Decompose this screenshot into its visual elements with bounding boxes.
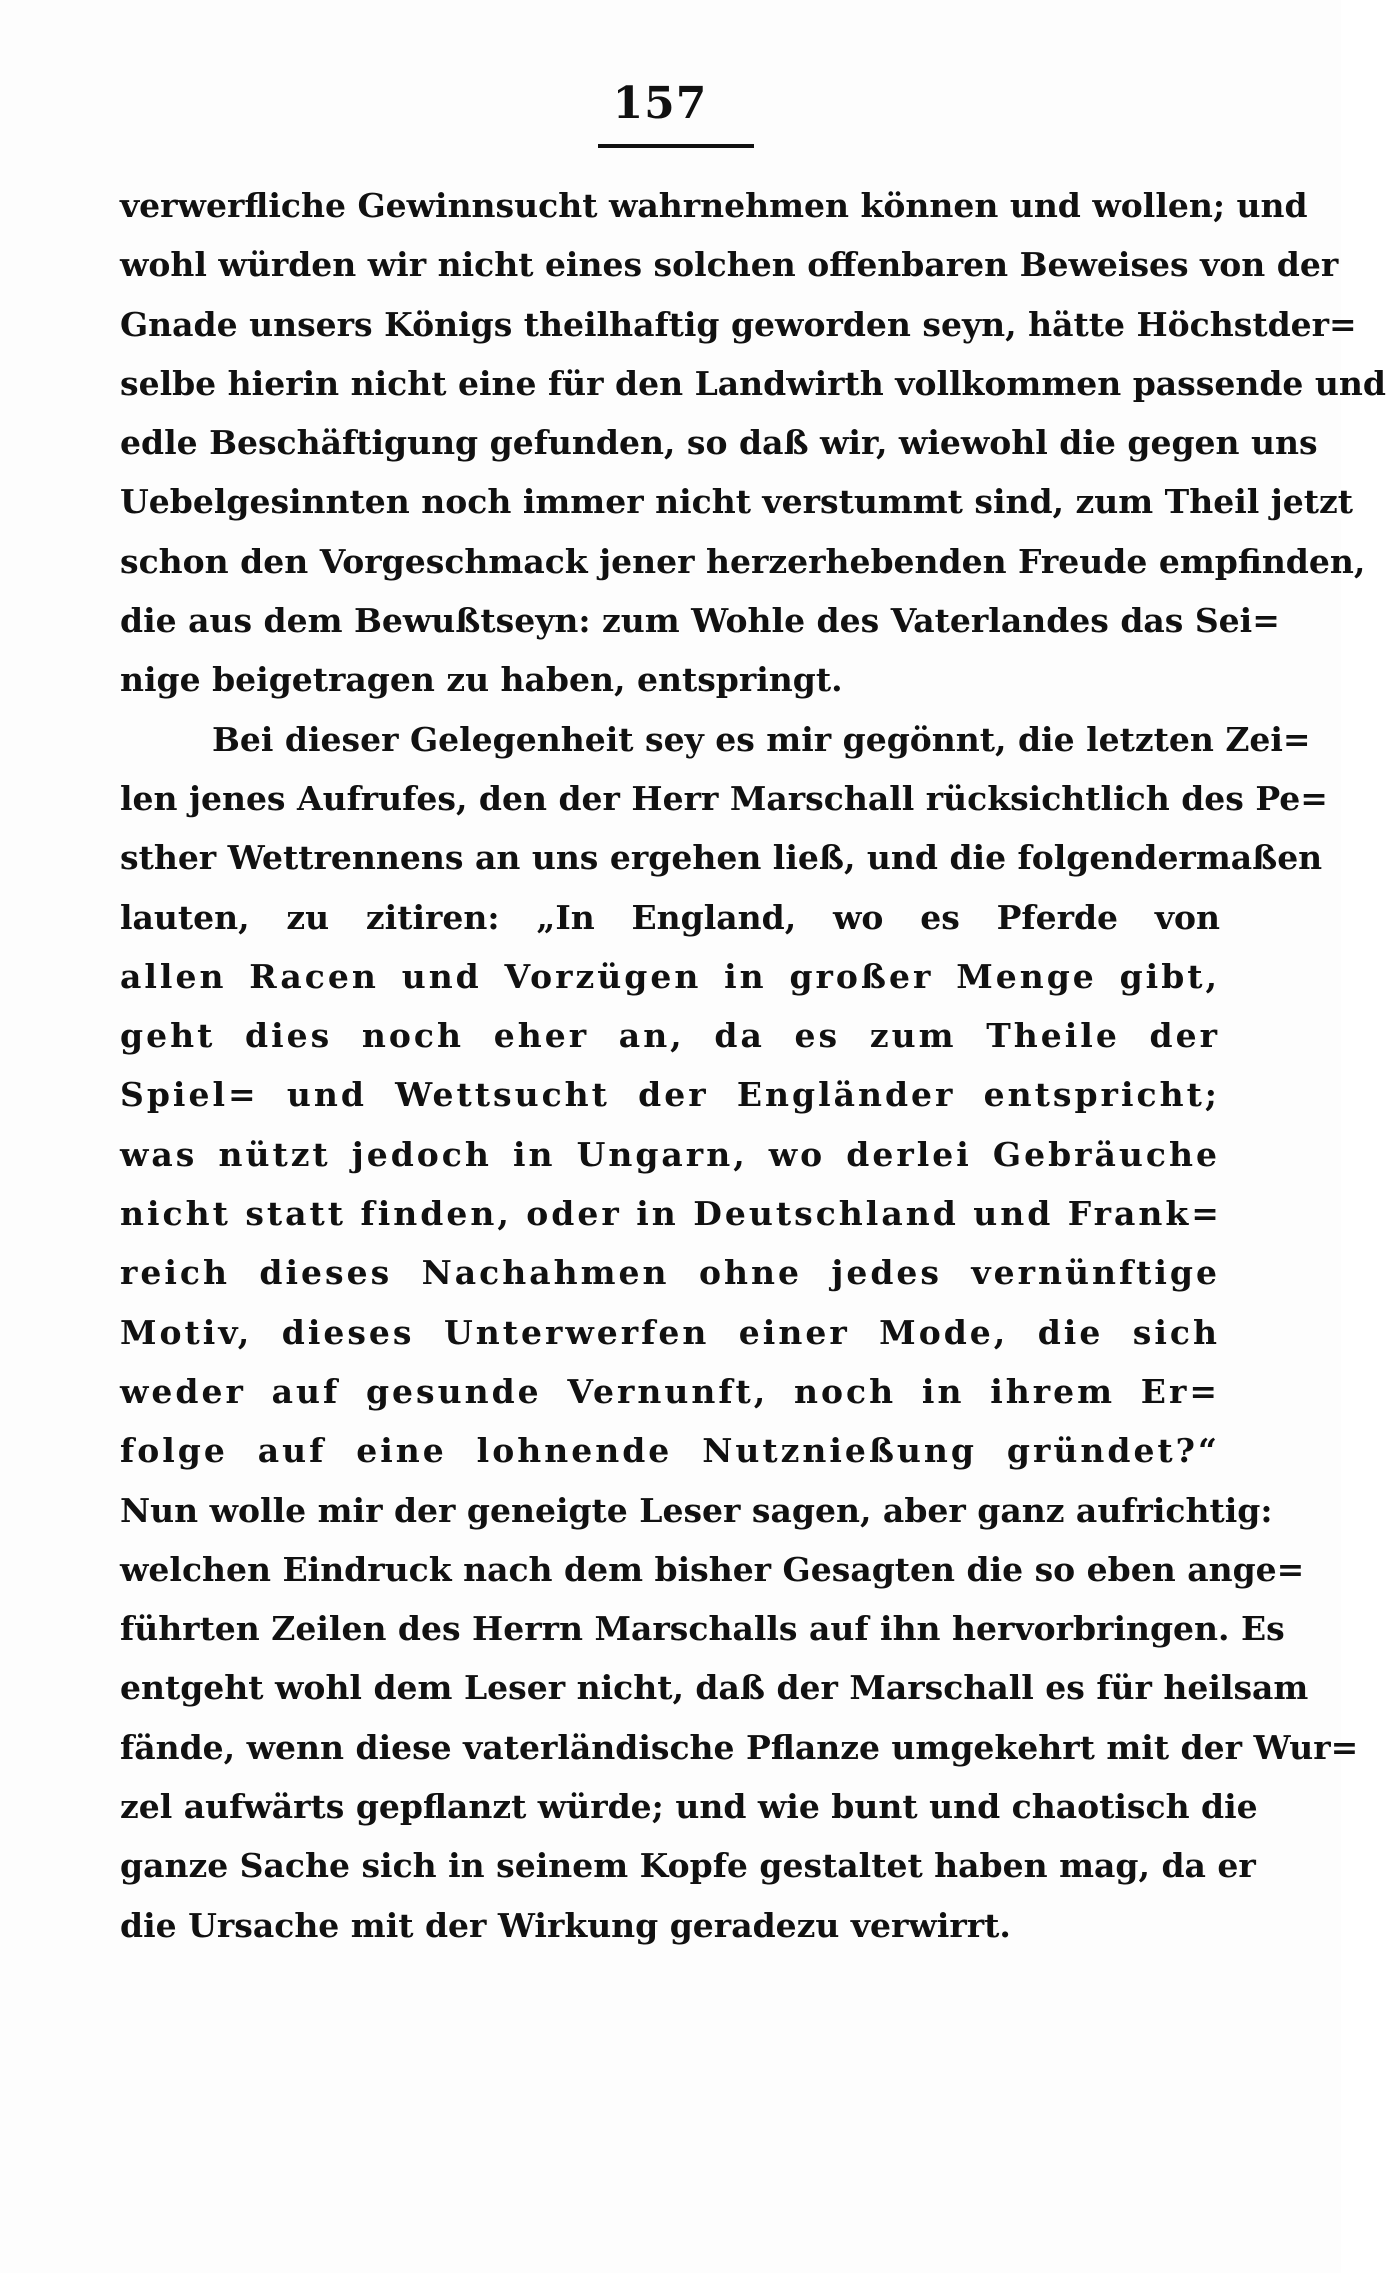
text-line: schon den Vorgeschmack jener herzerhebenden Freude empfinden, bbox=[120, 541, 1366, 581]
text-line: ganze Sache sich in seinem Kopfe gestaltet haben mag, da er bbox=[120, 1846, 1256, 1886]
quote-line: Motiv, dieses Unterwerfen einer Mode, die sich bbox=[120, 1312, 1220, 1352]
quote-line: nicht statt finden, oder in Deutschland und Frank= bbox=[120, 1194, 1222, 1234]
text-line: Gnade unsers Königs theilhaftig geworden seyn, hätte Höchstder= bbox=[120, 304, 1357, 344]
text-line: lauten, zu zitiren: „In England, wo es Pferde von bbox=[120, 897, 1220, 937]
text-line: edle Beschäftigung gefunden, so daß wir, wiewohl die gegen uns bbox=[120, 423, 1318, 463]
text-line: führten Zeilen des Herrn Marschalls auf ihn hervorbringen. Es bbox=[120, 1609, 1285, 1649]
paragraph-end-line: die Ursache mit der Wirkung geradezu verwirrt. bbox=[120, 1905, 1011, 1945]
text-line: welchen Eindruck nach dem bisher Gesagten die so eben ange= bbox=[120, 1549, 1305, 1589]
body-text bbox=[120, 176, 1386, 1955]
page-number: 157 bbox=[612, 78, 708, 129]
text-line: entgeht wohl dem Leser nicht, daß der Marschall es für heilsam bbox=[120, 1668, 1309, 1708]
text-line: sther Wettrennens an uns ergehen ließ, und die folgendermaßen bbox=[120, 838, 1323, 878]
quote-line: weder auf gesunde Vernunft, noch in ihrem Er= bbox=[120, 1371, 1220, 1411]
paragraph-end-line: nige beigetragen zu haben, entspringt. bbox=[120, 660, 843, 700]
text-line: len jenes Aufrufes, den der Herr Marschall rücksichtlich des Pe= bbox=[120, 778, 1328, 818]
quote-line: was nützt jedoch in Ungarn, wo derlei Gebräuche bbox=[120, 1134, 1220, 1174]
text-line: Uebelgesinnten noch immer nicht verstummt sind, zum Theil jetzt bbox=[120, 482, 1353, 522]
quote-line: geht dies noch eher an, da es zum Theile der bbox=[120, 1016, 1220, 1056]
quote-line: folge auf eine lohnende Nutznießung gründet?“ bbox=[120, 1431, 1220, 1471]
text-line: wohl würden wir nicht eines solchen offenbaren Beweises von der bbox=[120, 245, 1339, 285]
header-rule bbox=[598, 144, 754, 148]
text-line: die aus dem Bewußtseyn: zum Wohle des Vaterlandes das Sei= bbox=[120, 601, 1280, 641]
text-line: selbe hierin nicht eine für den Landwirth vollkommen passende und bbox=[120, 363, 1386, 403]
text-line: verwerfliche Gewinnsucht wahrnehmen können und wollen; und bbox=[120, 186, 1308, 225]
paragraph-start-line: Bei dieser Gelegenheit sey es mir gegönnt, die letzten Zei= bbox=[212, 719, 1311, 759]
quote-line: Spiel= und Wettsucht der Engländer entspricht; bbox=[120, 1075, 1220, 1115]
quote-line: allen Racen und Vorzügen in großer Menge gibt, bbox=[120, 956, 1220, 996]
text-line: fände, wenn diese vaterländische Pflanze umgekehrt mit der Wur= bbox=[120, 1727, 1359, 1767]
text-line: Nun wolle mir der geneigte Leser sagen, aber ganz aufrichtig: bbox=[120, 1490, 1273, 1530]
text-line: zel aufwärts gepflanzt würde; und wie bunt und chaotisch die bbox=[120, 1787, 1258, 1827]
quote-line: reich dieses Nachahmen ohne jedes vernünftige bbox=[120, 1253, 1220, 1293]
